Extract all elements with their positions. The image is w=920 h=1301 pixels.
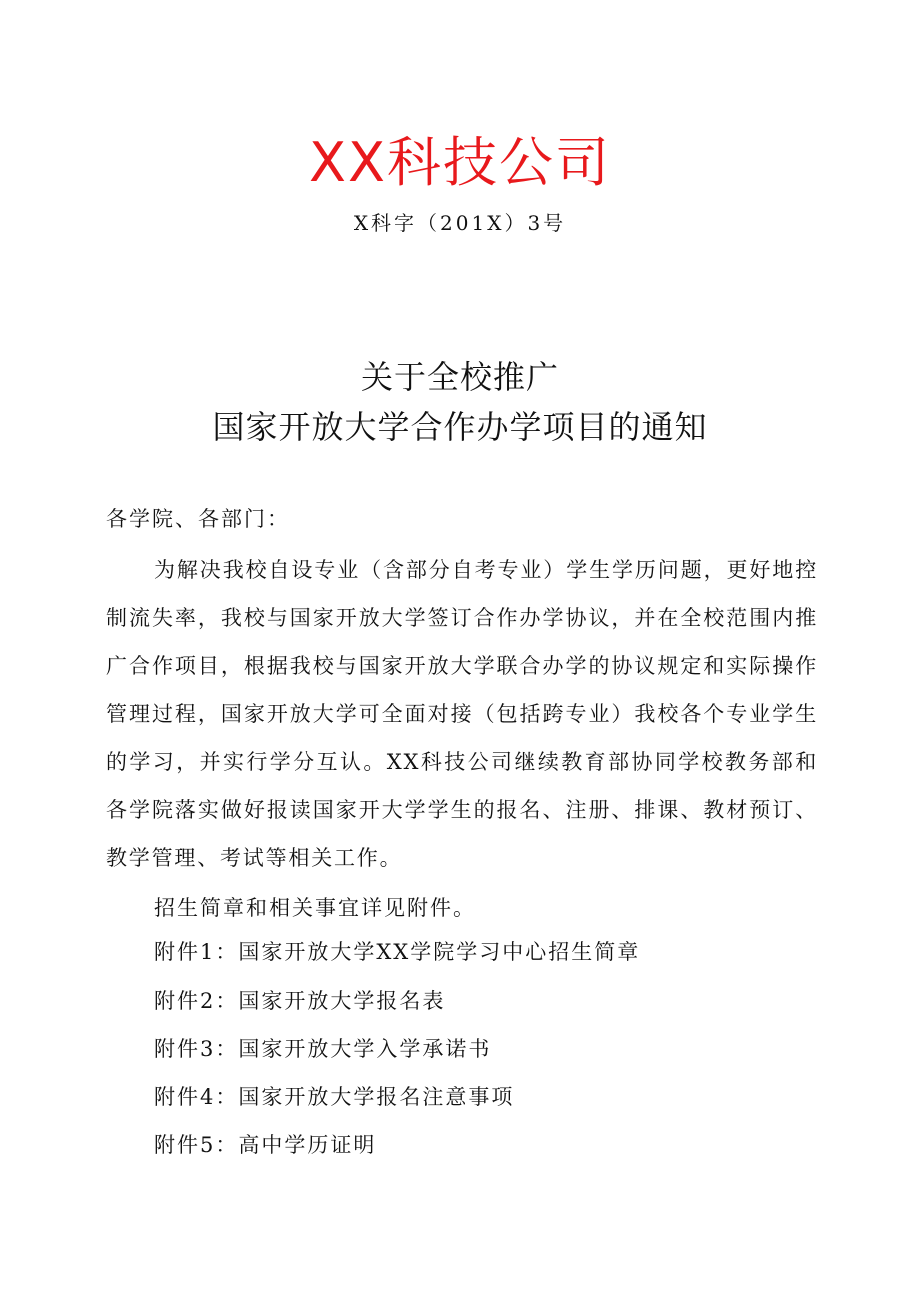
- document-number: X科字（201X）3号: [353, 211, 567, 235]
- attachment-item: 附件5：高中学历证明: [154, 1133, 377, 1157]
- body-paragraph: 为解决我校自设专业（含部分自考专业）学生学历问题，更好地控制流失率，我校与国家开放大学签订合作办学协议，并在全校范围内推广合作项目，根据我校与国家开放大学联合办学的协议规定和实际操作管理过程，国家开放大学可全面对接（包括跨专业）我校各个专业学生的学习，并实行学分互认。XX科技公司继续教育部协同学校教务部和各学院落实做好报读国家开大学学生的报名、注册、排课、教材预订、教学管理、考试等相关工作。: [106, 558, 818, 870]
- attachment-item: 附件3：国家开放大学入学承诺书: [154, 1037, 492, 1061]
- document-title-line-1: 关于全校推广: [360, 358, 559, 396]
- salutation: 各学院、各部门：: [106, 507, 290, 531]
- attachment-note: 招生简章和相关事宜详见附件。: [154, 896, 476, 920]
- document-title-line-2: 国家开放大学合作办学项目的通知: [212, 408, 708, 446]
- attachment-item: 附件1：国家开放大学XX学院学习中心招生简章: [154, 940, 641, 964]
- attachment-item: 附件2：国家开放大学报名表: [154, 989, 446, 1013]
- attachment-item: 附件4：国家开放大学报名注意事项: [154, 1085, 515, 1109]
- organization-header: XX科技公司: [309, 131, 611, 194]
